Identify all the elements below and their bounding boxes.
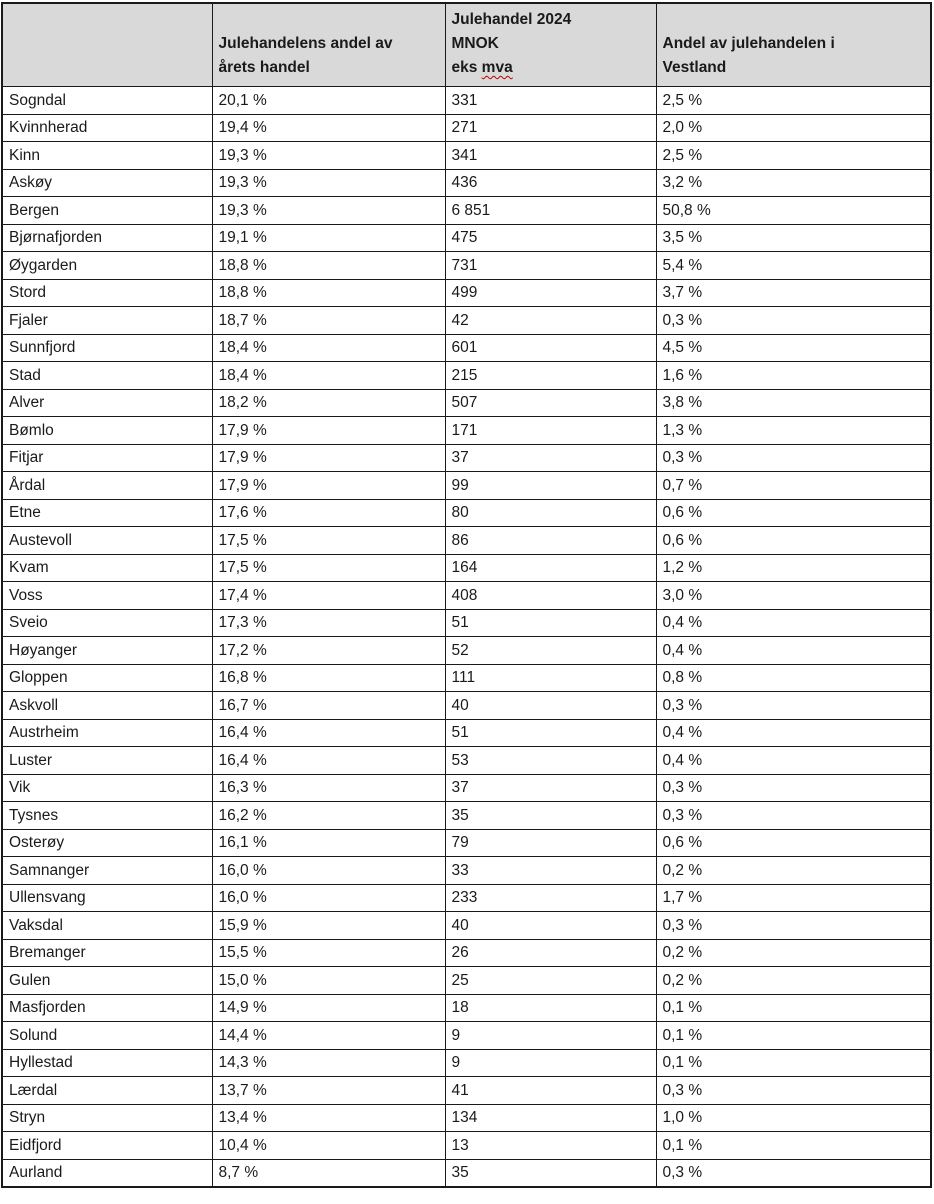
municipality-cell: Årdal [2, 472, 212, 500]
mnok-cell: 341 [445, 142, 656, 170]
mnok-cell: 51 [445, 609, 656, 637]
mnok-cell: 171 [445, 417, 656, 445]
share-of-year-cell: 16,3 % [212, 774, 445, 802]
mnok-cell: 9 [445, 1022, 656, 1050]
table-row [2, 142, 931, 170]
share-of-year-cell: 17,9 % [212, 417, 445, 445]
table-row [2, 1049, 931, 1077]
mnok-cell: 233 [445, 884, 656, 912]
municipality-cell: Gloppen [2, 664, 212, 692]
vestland-share-cell: 0,3 % [656, 692, 931, 720]
municipality-cell: Eidfjord [2, 1132, 212, 1160]
municipality-cell: Bømlo [2, 417, 212, 445]
mnok-cell: 79 [445, 829, 656, 857]
mnok-cell: 507 [445, 389, 656, 417]
municipality-cell: Kvam [2, 554, 212, 582]
table-row [2, 802, 931, 830]
mnok-header: Julehandel 2024 MNOK eks mva [445, 3, 656, 87]
vestland-share-cell: 0,3 % [656, 802, 931, 830]
table-row [2, 279, 931, 307]
table-row [2, 939, 931, 967]
mnok-cell: 35 [445, 802, 656, 830]
table-row [2, 884, 931, 912]
table-row [2, 362, 931, 390]
municipality-cell: Sunnfjord [2, 334, 212, 362]
municipality-cell: Øygarden [2, 252, 212, 280]
vestland-share-cell: 2,5 % [656, 142, 931, 170]
table-row [2, 334, 931, 362]
vestland-share-cell: 3,0 % [656, 582, 931, 610]
municipality-header [2, 3, 212, 87]
spellcheck-underline: mva [481, 59, 513, 76]
table-row [2, 389, 931, 417]
vestland-share-cell: 0,3 % [656, 307, 931, 335]
mnok-cell: 9 [445, 1049, 656, 1077]
municipality-cell: Vik [2, 774, 212, 802]
municipality-cell: Lærdal [2, 1077, 212, 1105]
share-of-year-cell: 20,1 % [212, 87, 445, 115]
municipality-cell: Masfjorden [2, 994, 212, 1022]
vestland-share-cell: 3,2 % [656, 169, 931, 197]
vestland-share-cell: 2,5 % [656, 87, 931, 115]
share-of-year-cell: 19,1 % [212, 224, 445, 252]
table-row [2, 1077, 931, 1105]
vestland-share-cell: 0,4 % [656, 747, 931, 775]
share-of-year-cell: 15,0 % [212, 967, 445, 995]
mnok-cell: 436 [445, 169, 656, 197]
mnok-cell: 42 [445, 307, 656, 335]
vestland-share-cell: 2,0 % [656, 114, 931, 142]
table-row [2, 582, 931, 610]
vestland-share-cell: 0,2 % [656, 939, 931, 967]
table-row [2, 664, 931, 692]
municipality-cell: Solund [2, 1022, 212, 1050]
vestland-share-cell: 0,1 % [656, 1132, 931, 1160]
share-of-year-cell: 19,3 % [212, 169, 445, 197]
mnok-cell: 18 [445, 994, 656, 1022]
vestland-share-cell: 3,5 % [656, 224, 931, 252]
share-of-year-cell: 18,7 % [212, 307, 445, 335]
table-row [2, 637, 931, 665]
share-of-year-cell: 17,5 % [212, 554, 445, 582]
vestland-share-cell: 0,4 % [656, 719, 931, 747]
municipality-cell: Gulen [2, 967, 212, 995]
municipality-cell: Hyllestad [2, 1049, 212, 1077]
vestland-share-cell: 0,3 % [656, 1159, 931, 1187]
table-row [2, 994, 931, 1022]
mnok-cell: 13 [445, 1132, 656, 1160]
share-of-year-cell: 19,3 % [212, 142, 445, 170]
table-row [2, 252, 931, 280]
mnok-cell: 331 [445, 87, 656, 115]
table-row [2, 197, 931, 225]
share-of-year-cell: 10,4 % [212, 1132, 445, 1160]
mnok-cell: 51 [445, 719, 656, 747]
mnok-cell: 475 [445, 224, 656, 252]
vestland-share-cell: 0,2 % [656, 967, 931, 995]
municipality-cell: Etne [2, 499, 212, 527]
mnok-cell: 52 [445, 637, 656, 665]
municipality-cell: Voss [2, 582, 212, 610]
municipality-cell: Luster [2, 747, 212, 775]
share-of-year-cell: 17,5 % [212, 527, 445, 555]
mnok-cell: 53 [445, 747, 656, 775]
mnok-cell: 86 [445, 527, 656, 555]
table-row [2, 609, 931, 637]
vestland-share-cell: 0,1 % [656, 1022, 931, 1050]
table-row [2, 747, 931, 775]
share-of-year-cell: 17,3 % [212, 609, 445, 637]
municipality-cell: Vaksdal [2, 912, 212, 940]
municipality-cell: Sveio [2, 609, 212, 637]
share-of-year-cell: 17,2 % [212, 637, 445, 665]
mnok-cell: 37 [445, 774, 656, 802]
mnok-cell: 271 [445, 114, 656, 142]
municipality-cell: Fjaler [2, 307, 212, 335]
share-of-year-cell: 19,4 % [212, 114, 445, 142]
municipality-cell: Ullensvang [2, 884, 212, 912]
table-body [2, 87, 931, 1188]
table-row [2, 169, 931, 197]
municipality-cell: Askvoll [2, 692, 212, 720]
share-of-year-cell: 14,3 % [212, 1049, 445, 1077]
share-of-year-header: Julehandelens andel av årets handel [212, 3, 445, 87]
municipality-cell: Samnanger [2, 857, 212, 885]
share-of-year-cell: 14,4 % [212, 1022, 445, 1050]
table-row [2, 1104, 931, 1132]
table-row [2, 912, 931, 940]
vestland-share-header: Andel av julehandelen i Vestland [656, 3, 931, 87]
mnok-cell: 111 [445, 664, 656, 692]
mnok-cell: 33 [445, 857, 656, 885]
table-row [2, 967, 931, 995]
vestland-share-cell: 1,0 % [656, 1104, 931, 1132]
mnok-cell: 499 [445, 279, 656, 307]
municipality-cell: Stryn [2, 1104, 212, 1132]
vestland-share-cell: 0,4 % [656, 637, 931, 665]
mnok-cell: 164 [445, 554, 656, 582]
municipality-cell: Tysnes [2, 802, 212, 830]
municipality-cell: Sogndal [2, 87, 212, 115]
vestland-share-cell: 0,3 % [656, 444, 931, 472]
share-of-year-cell: 18,2 % [212, 389, 445, 417]
share-of-year-cell: 15,9 % [212, 912, 445, 940]
share-of-year-cell: 18,8 % [212, 252, 445, 280]
share-of-year-cell: 16,1 % [212, 829, 445, 857]
municipal-christmas-trade-table [1, 2, 932, 1188]
municipality-cell: Bergen [2, 197, 212, 225]
share-of-year-cell: 17,6 % [212, 499, 445, 527]
table-row [2, 114, 931, 142]
vestland-share-cell: 5,4 % [656, 252, 931, 280]
vestland-share-cell: 0,7 % [656, 472, 931, 500]
share-of-year-cell: 16,4 % [212, 719, 445, 747]
municipality-cell: Stad [2, 362, 212, 390]
table-row [2, 554, 931, 582]
share-of-year-cell: 18,8 % [212, 279, 445, 307]
vestland-share-cell: 0,1 % [656, 994, 931, 1022]
share-of-year-cell: 15,5 % [212, 939, 445, 967]
share-of-year-cell: 13,7 % [212, 1077, 445, 1105]
vestland-share-cell: 1,3 % [656, 417, 931, 445]
vestland-share-cell: 0,6 % [656, 829, 931, 857]
table-row [2, 829, 931, 857]
table-row [2, 1022, 931, 1050]
share-of-year-cell: 16,2 % [212, 802, 445, 830]
municipality-cell: Høyanger [2, 637, 212, 665]
mnok-cell: 40 [445, 912, 656, 940]
municipality-cell: Aurland [2, 1159, 212, 1187]
table-row [2, 857, 931, 885]
municipality-cell: Osterøy [2, 829, 212, 857]
mnok-cell: 215 [445, 362, 656, 390]
share-of-year-cell: 17,9 % [212, 472, 445, 500]
share-of-year-cell: 19,3 % [212, 197, 445, 225]
municipality-cell: Austevoll [2, 527, 212, 555]
share-of-year-cell: 18,4 % [212, 334, 445, 362]
vestland-share-cell: 1,2 % [656, 554, 931, 582]
vestland-share-cell: 0,1 % [656, 1049, 931, 1077]
mnok-cell: 80 [445, 499, 656, 527]
share-of-year-cell: 18,4 % [212, 362, 445, 390]
mnok-cell: 6 851 [445, 197, 656, 225]
table-row [2, 499, 931, 527]
mnok-cell: 35 [445, 1159, 656, 1187]
vestland-share-cell: 3,8 % [656, 389, 931, 417]
vestland-share-cell: 0,8 % [656, 664, 931, 692]
table-row [2, 774, 931, 802]
vestland-share-cell: 4,5 % [656, 334, 931, 362]
municipality-cell: Kvinnherad [2, 114, 212, 142]
municipality-cell: Alver [2, 389, 212, 417]
vestland-share-cell: 0,3 % [656, 774, 931, 802]
vestland-share-cell: 0,3 % [656, 912, 931, 940]
header-row [2, 3, 931, 87]
share-of-year-cell: 16,7 % [212, 692, 445, 720]
mnok-cell: 731 [445, 252, 656, 280]
table-row [2, 417, 931, 445]
mnok-cell: 25 [445, 967, 656, 995]
vestland-share-cell: 0,4 % [656, 609, 931, 637]
share-of-year-cell: 16,0 % [212, 857, 445, 885]
municipality-cell: Bremanger [2, 939, 212, 967]
mnok-cell: 40 [445, 692, 656, 720]
table-row [2, 87, 931, 115]
share-of-year-cell: 17,9 % [212, 444, 445, 472]
table-row [2, 472, 931, 500]
table-row [2, 444, 931, 472]
mnok-cell: 41 [445, 1077, 656, 1105]
table-row [2, 307, 931, 335]
vestland-share-cell: 1,6 % [656, 362, 931, 390]
share-of-year-cell: 16,8 % [212, 664, 445, 692]
municipality-cell: Austrheim [2, 719, 212, 747]
share-of-year-cell: 8,7 % [212, 1159, 445, 1187]
share-of-year-cell: 16,4 % [212, 747, 445, 775]
share-of-year-cell: 13,4 % [212, 1104, 445, 1132]
mnok-cell: 26 [445, 939, 656, 967]
vestland-share-cell: 0,6 % [656, 527, 931, 555]
table-row [2, 692, 931, 720]
mnok-cell: 99 [445, 472, 656, 500]
mnok-cell: 408 [445, 582, 656, 610]
share-of-year-cell: 14,9 % [212, 994, 445, 1022]
municipality-cell: Stord [2, 279, 212, 307]
table-row [2, 719, 931, 747]
vestland-share-cell: 0,6 % [656, 499, 931, 527]
municipality-cell: Askøy [2, 169, 212, 197]
vestland-share-cell: 1,7 % [656, 884, 931, 912]
vestland-share-cell: 0,3 % [656, 1077, 931, 1105]
municipality-cell: Bjørnafjorden [2, 224, 212, 252]
vestland-share-cell: 50,8 % [656, 197, 931, 225]
municipality-cell: Fitjar [2, 444, 212, 472]
table-row [2, 1159, 931, 1187]
vestland-share-cell: 3,7 % [656, 279, 931, 307]
mnok-cell: 601 [445, 334, 656, 362]
table-header [2, 3, 931, 87]
table-row [2, 1132, 931, 1160]
share-of-year-cell: 17,4 % [212, 582, 445, 610]
mnok-cell: 134 [445, 1104, 656, 1132]
vestland-share-cell: 0,2 % [656, 857, 931, 885]
mnok-cell: 37 [445, 444, 656, 472]
table-row [2, 527, 931, 555]
share-of-year-cell: 16,0 % [212, 884, 445, 912]
municipality-cell: Kinn [2, 142, 212, 170]
table-row [2, 224, 931, 252]
